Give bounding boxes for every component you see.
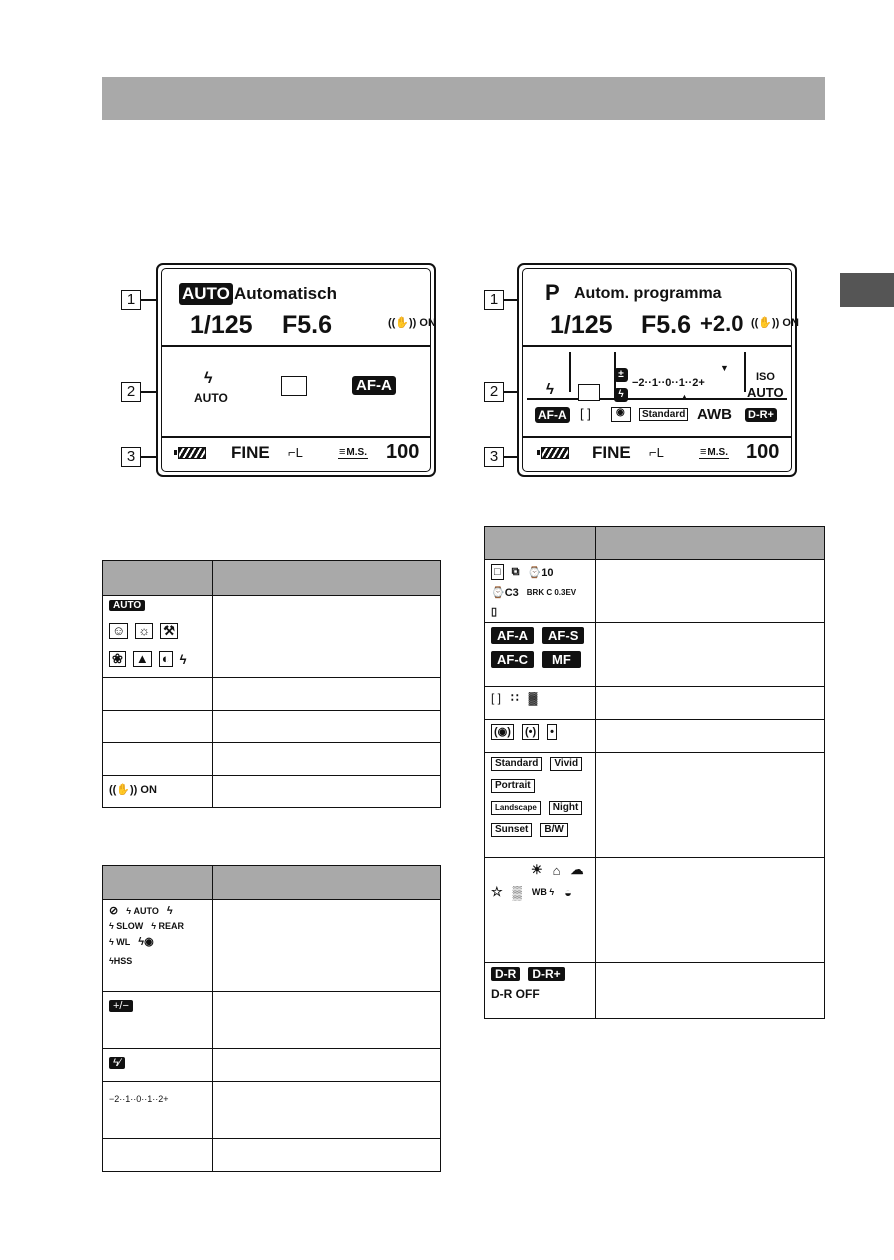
single-shot-icon: □ <box>491 564 504 580</box>
wide-af-area-icon: [ ] <box>491 691 502 705</box>
image-quality: FINE <box>592 443 631 462</box>
lcd-divider <box>161 345 431 347</box>
remaining-shots: 100 <box>386 441 420 463</box>
steadyshot-icon: ((✋)) ON <box>109 784 157 796</box>
callout-1: 1 <box>121 290 141 310</box>
callout-2: 2 <box>484 382 504 402</box>
fill-flash-icon: ϟ <box>166 904 173 917</box>
single-drive-icon <box>281 376 307 396</box>
metering-dot: ◉ <box>616 407 625 418</box>
remaining-shots: 100 <box>746 441 780 463</box>
white-balance: AWB <box>697 406 732 423</box>
continuous-icon: ⧉ <box>511 565 520 578</box>
shutter-speed: 1/125 <box>190 311 253 339</box>
icon-cell <box>103 1049 213 1082</box>
auto-mode-icon: AUTO <box>179 283 233 305</box>
style-night-icon: Night <box>549 801 583 815</box>
lcd-divider <box>569 352 571 392</box>
table-row <box>485 753 825 858</box>
custom-wb-icon: ◒ <box>564 884 572 900</box>
indicator-table-section1 <box>102 560 441 808</box>
single-drive-icon <box>578 384 600 401</box>
hss-icon: ϟHSS <box>109 956 133 966</box>
table-row <box>103 1139 441 1172</box>
creative-style: Standard <box>639 408 688 421</box>
table-row <box>103 743 441 776</box>
mf-icon: MF <box>542 651 581 668</box>
description-cell <box>596 720 825 753</box>
callout-1: 1 <box>484 290 504 310</box>
exposure-scale: −2··1··0··1··2+ <box>632 377 705 389</box>
chapter-side-tab <box>840 273 894 307</box>
af-a-icon: AF-A <box>491 627 534 644</box>
table-row <box>485 623 825 687</box>
daylight-icon: ☀ <box>531 862 543 877</box>
table-row <box>103 1049 441 1082</box>
wb-flash-icon: WB ϟ <box>531 887 555 897</box>
callout-2: 2 <box>121 382 141 402</box>
description-cell <box>213 1082 441 1139</box>
table-row <box>103 596 441 678</box>
sports-icon: ⚒ <box>160 623 178 639</box>
exposure-comp-icon: ± <box>614 368 628 382</box>
description-cell <box>213 992 441 1049</box>
af-area-icon: [ ] <box>580 406 591 421</box>
auto-icon: AUTO <box>109 600 145 611</box>
memory-stick-icon: ≡ M.S. <box>699 446 729 459</box>
slow-sync-icon: ϟ SLOW <box>109 921 144 931</box>
description-cell <box>213 1049 441 1082</box>
indicator-table-section2 <box>102 865 441 1172</box>
image-quality: FINE <box>231 443 270 462</box>
scale-marker-top: ▼ <box>720 363 729 373</box>
table-row <box>103 678 441 711</box>
exposure-scale-icon: −2··1··0··1··2+ <box>109 1094 169 1104</box>
header-cell <box>213 866 441 900</box>
description-cell <box>213 776 441 808</box>
multi-segment-metering-icon: (◉) <box>491 724 514 740</box>
af-c-icon: AF-C <box>491 651 534 668</box>
af-mode: AF-A <box>535 407 570 423</box>
table-row <box>485 687 825 720</box>
iso-label: ISO <box>756 371 775 383</box>
description-cell <box>596 963 825 1019</box>
icon-cell <box>485 858 596 963</box>
lcd-divider <box>522 436 792 438</box>
lcd-divider <box>522 345 792 347</box>
icon-cell <box>485 963 596 1019</box>
lcd-divider <box>161 436 431 438</box>
shutter-speed: 1/125 <box>550 311 613 339</box>
table-header-row <box>103 561 441 596</box>
description-cell <box>596 687 825 720</box>
style-vivid-icon: Vivid <box>550 757 582 771</box>
table-row <box>485 963 825 1019</box>
table-row <box>485 858 825 963</box>
icon-cell <box>103 776 213 808</box>
battery-icon <box>541 447 569 459</box>
image-size-icon: ⌐L <box>288 445 303 460</box>
wireless-flash-icon: ϟ WL <box>109 936 131 947</box>
dro-off-icon: D-R OFF <box>491 987 540 1001</box>
exposure-comp-icon: +/− <box>109 1000 133 1012</box>
flash-auto-icon: ϟ AUTO <box>126 905 159 916</box>
header-cell <box>596 527 825 560</box>
self-timer-10-icon: ⌚10 <box>527 566 554 579</box>
callout-3: 3 <box>121 447 141 467</box>
battery-icon <box>178 447 206 459</box>
table-row <box>103 1082 441 1139</box>
icon-cell <box>485 687 596 720</box>
flash-off-icon: ϟ <box>179 651 187 667</box>
table-row <box>485 720 825 753</box>
table-row <box>103 900 441 992</box>
description-cell <box>596 753 825 858</box>
table-row <box>103 992 441 1049</box>
icon-cell <box>485 753 596 858</box>
center-weighted-metering-icon: (•) <box>522 724 539 740</box>
aperture: F5.6 <box>641 311 692 339</box>
icon-cell <box>103 596 213 678</box>
icon-cell <box>485 560 596 623</box>
style-sunset-icon: Sunset <box>491 823 532 837</box>
aperture: F5.6 <box>282 311 333 339</box>
table-header-row <box>485 527 825 560</box>
description-cell <box>596 623 825 687</box>
style-standard-icon: Standard <box>491 757 542 771</box>
macro-icon: ❀ <box>109 651 126 667</box>
memory-stick-icon: ≡ M.S. <box>338 446 368 459</box>
table-header-row <box>103 866 441 900</box>
fluorescent-icon: ▒ <box>512 884 522 900</box>
icon-cell <box>103 743 213 776</box>
mode-name: Autom. programma <box>574 285 722 302</box>
icon-cell <box>103 992 213 1049</box>
steadyshot-icon: ((✋)) ON <box>751 317 799 329</box>
af-mode: AF-A <box>352 376 396 395</box>
lcd-divider <box>744 352 746 392</box>
dro-standard-icon: D-R <box>491 967 520 981</box>
program-mode-icon: P <box>545 280 560 305</box>
table-row <box>103 711 441 743</box>
icon-cell <box>485 720 596 753</box>
flash-comp-icon: ϟ <box>614 388 628 402</box>
icon-cell <box>103 1082 213 1139</box>
dro-mode: D-R+ <box>745 408 777 422</box>
af-s-icon: AF-S <box>542 627 584 644</box>
description-cell <box>596 858 825 963</box>
remote-icon: ▯ <box>491 606 498 618</box>
header-cell <box>103 561 213 596</box>
dro-advanced-icon: D-R+ <box>528 967 564 981</box>
description-cell <box>596 560 825 623</box>
style-landscape-icon: Landscape <box>491 801 541 815</box>
icon-cell <box>103 1139 213 1172</box>
spot-metering-icon: • <box>547 724 557 740</box>
icon-cell <box>485 623 596 687</box>
icon-cell <box>103 678 213 711</box>
steadyshot-icon: ((✋)) ON <box>388 317 436 329</box>
indicator-table-right <box>484 526 825 1019</box>
rear-sync-icon: ϟ REAR <box>151 921 185 931</box>
flash-comp-icon: ϟ∕ <box>109 1057 125 1069</box>
cloudy-icon: ☁ <box>570 862 584 877</box>
header-cell <box>213 561 441 596</box>
exposure-compensation: +2.0 <box>700 311 744 336</box>
description-cell <box>213 900 441 992</box>
style-portrait-icon: Portrait <box>491 779 535 793</box>
mountain-icon: ▲ <box>133 651 152 667</box>
style-bw-icon: B/W <box>540 823 567 837</box>
bracket-icon: BRK C 0.3EV <box>526 588 577 597</box>
landscape-icon: ☼ <box>135 623 153 639</box>
description-cell <box>213 743 441 776</box>
self-timer-c3-icon: ⌚C3 <box>491 587 519 599</box>
spot-af-area-icon: ∷ <box>511 691 519 705</box>
shade-icon: ⌂ <box>552 862 561 878</box>
image-size-icon: ⌐L <box>649 445 664 460</box>
night-icon: ◐ <box>159 651 173 667</box>
description-cell <box>213 1139 441 1172</box>
tungsten-icon: ☆ <box>491 884 503 899</box>
flash-off-icon: ⊘ <box>109 905 119 917</box>
callout-3: 3 <box>484 447 504 467</box>
header-cell <box>103 866 213 900</box>
red-eye-icon: ϟ◉ <box>138 936 154 948</box>
description-cell <box>213 711 441 743</box>
table-row <box>485 560 825 623</box>
icon-cell <box>103 711 213 743</box>
portrait-icon: ☺ <box>109 623 128 639</box>
mode-name: Automatisch <box>234 284 337 303</box>
icon-cell <box>103 900 213 992</box>
table-row <box>103 776 441 808</box>
scale-marker-bottom: ▲ <box>680 392 689 402</box>
iso-value: AUTO <box>747 385 784 400</box>
description-cell <box>213 596 441 678</box>
flash-icon: ϟ <box>204 370 213 387</box>
description-cell <box>213 678 441 711</box>
flash-auto-label: AUTO <box>194 391 228 405</box>
header-cell <box>485 527 596 560</box>
local-af-area-icon: ▓ <box>528 691 538 705</box>
flash-icon: ϟ <box>546 381 554 398</box>
section-header-bar <box>102 77 825 120</box>
